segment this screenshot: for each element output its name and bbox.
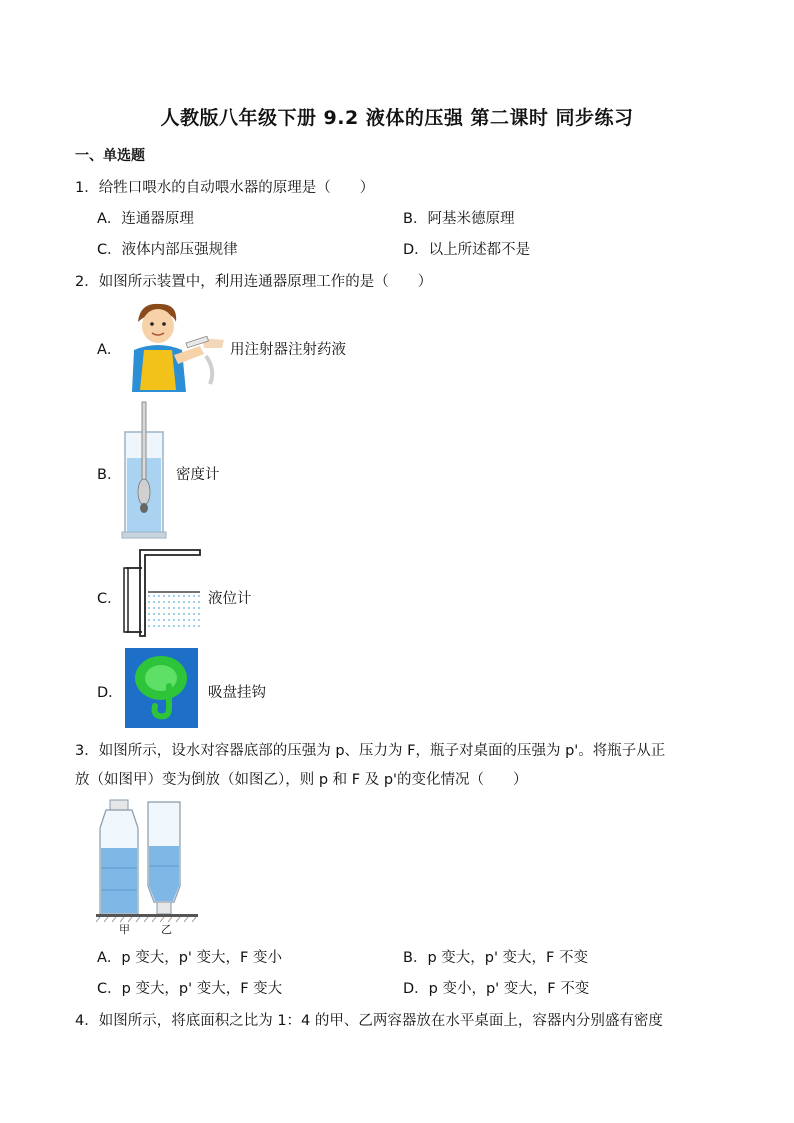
bottles-figure (96, 798, 206, 934)
page-title: 人教版八年级下册 9.2 液体的压强 第二课时 同步练习 (160, 107, 634, 129)
q3-option-c: C．p 变大，p' 变大，F 变大 (97, 981, 283, 997)
question-1-stem: 1．给牲口喂水的自动喂水器的原理是（ ） (75, 180, 375, 196)
q3-option-b: B．p 变大，p' 变大，F 不变 (403, 950, 589, 966)
question-4-stem: 4．如图所示，将底面积之比为 1：4 的甲、乙两容器放在水平桌面上，容器内分别盛有密度 (75, 1013, 663, 1029)
q1-option-c: C．液体内部压强规律 (97, 242, 238, 258)
q2-option-c-letter: C． (97, 591, 122, 607)
q2-option-b-caption: 密度计 (176, 467, 220, 483)
q2-option-d-caption: 吸盘挂钩 (208, 685, 266, 701)
suction-hook-picture (125, 648, 198, 728)
q2-option-c-caption: 液位计 (208, 591, 252, 607)
q1-option-a: A．连通器原理 (97, 211, 194, 227)
level-gauge-picture (120, 546, 202, 642)
section-heading: 一、单选题 (75, 148, 145, 164)
q3-option-a: A．p 变大，p' 变大，F 变小 (97, 950, 282, 966)
syringe-injection-picture (124, 300, 226, 392)
question-3-stem-line-2: 放（如图甲）变为倒放（如图乙），则 p 和 F 及 p'的变化情况（ ） (75, 772, 528, 788)
figure-label-jia: 甲 (119, 923, 130, 936)
q2-option-d-letter: D． (97, 685, 123, 701)
question-2-stem: 2．如图所示装置中，利用连通器原理工作的是（ ） (75, 274, 433, 290)
q1-option-d: D．以上所述都不是 (403, 242, 531, 258)
question-3-stem-line-1: 3．如图所示，设水对容器底部的压强为 p、压力为 F，瓶子对桌面的压强为 p'。将瓶子从正 (75, 743, 666, 759)
figure-label-yi: 乙 (161, 923, 172, 936)
q2-option-b-letter: B． (97, 467, 122, 483)
hydrometer-picture (122, 400, 168, 540)
q2-option-a-letter: A． (97, 342, 122, 358)
q3-option-d: D．p 变小，p' 变大，F 不变 (403, 981, 590, 997)
q2-option-a-caption: 用注射器注射药液 (230, 342, 346, 358)
q1-option-b: B．阿基米德原理 (403, 211, 515, 227)
